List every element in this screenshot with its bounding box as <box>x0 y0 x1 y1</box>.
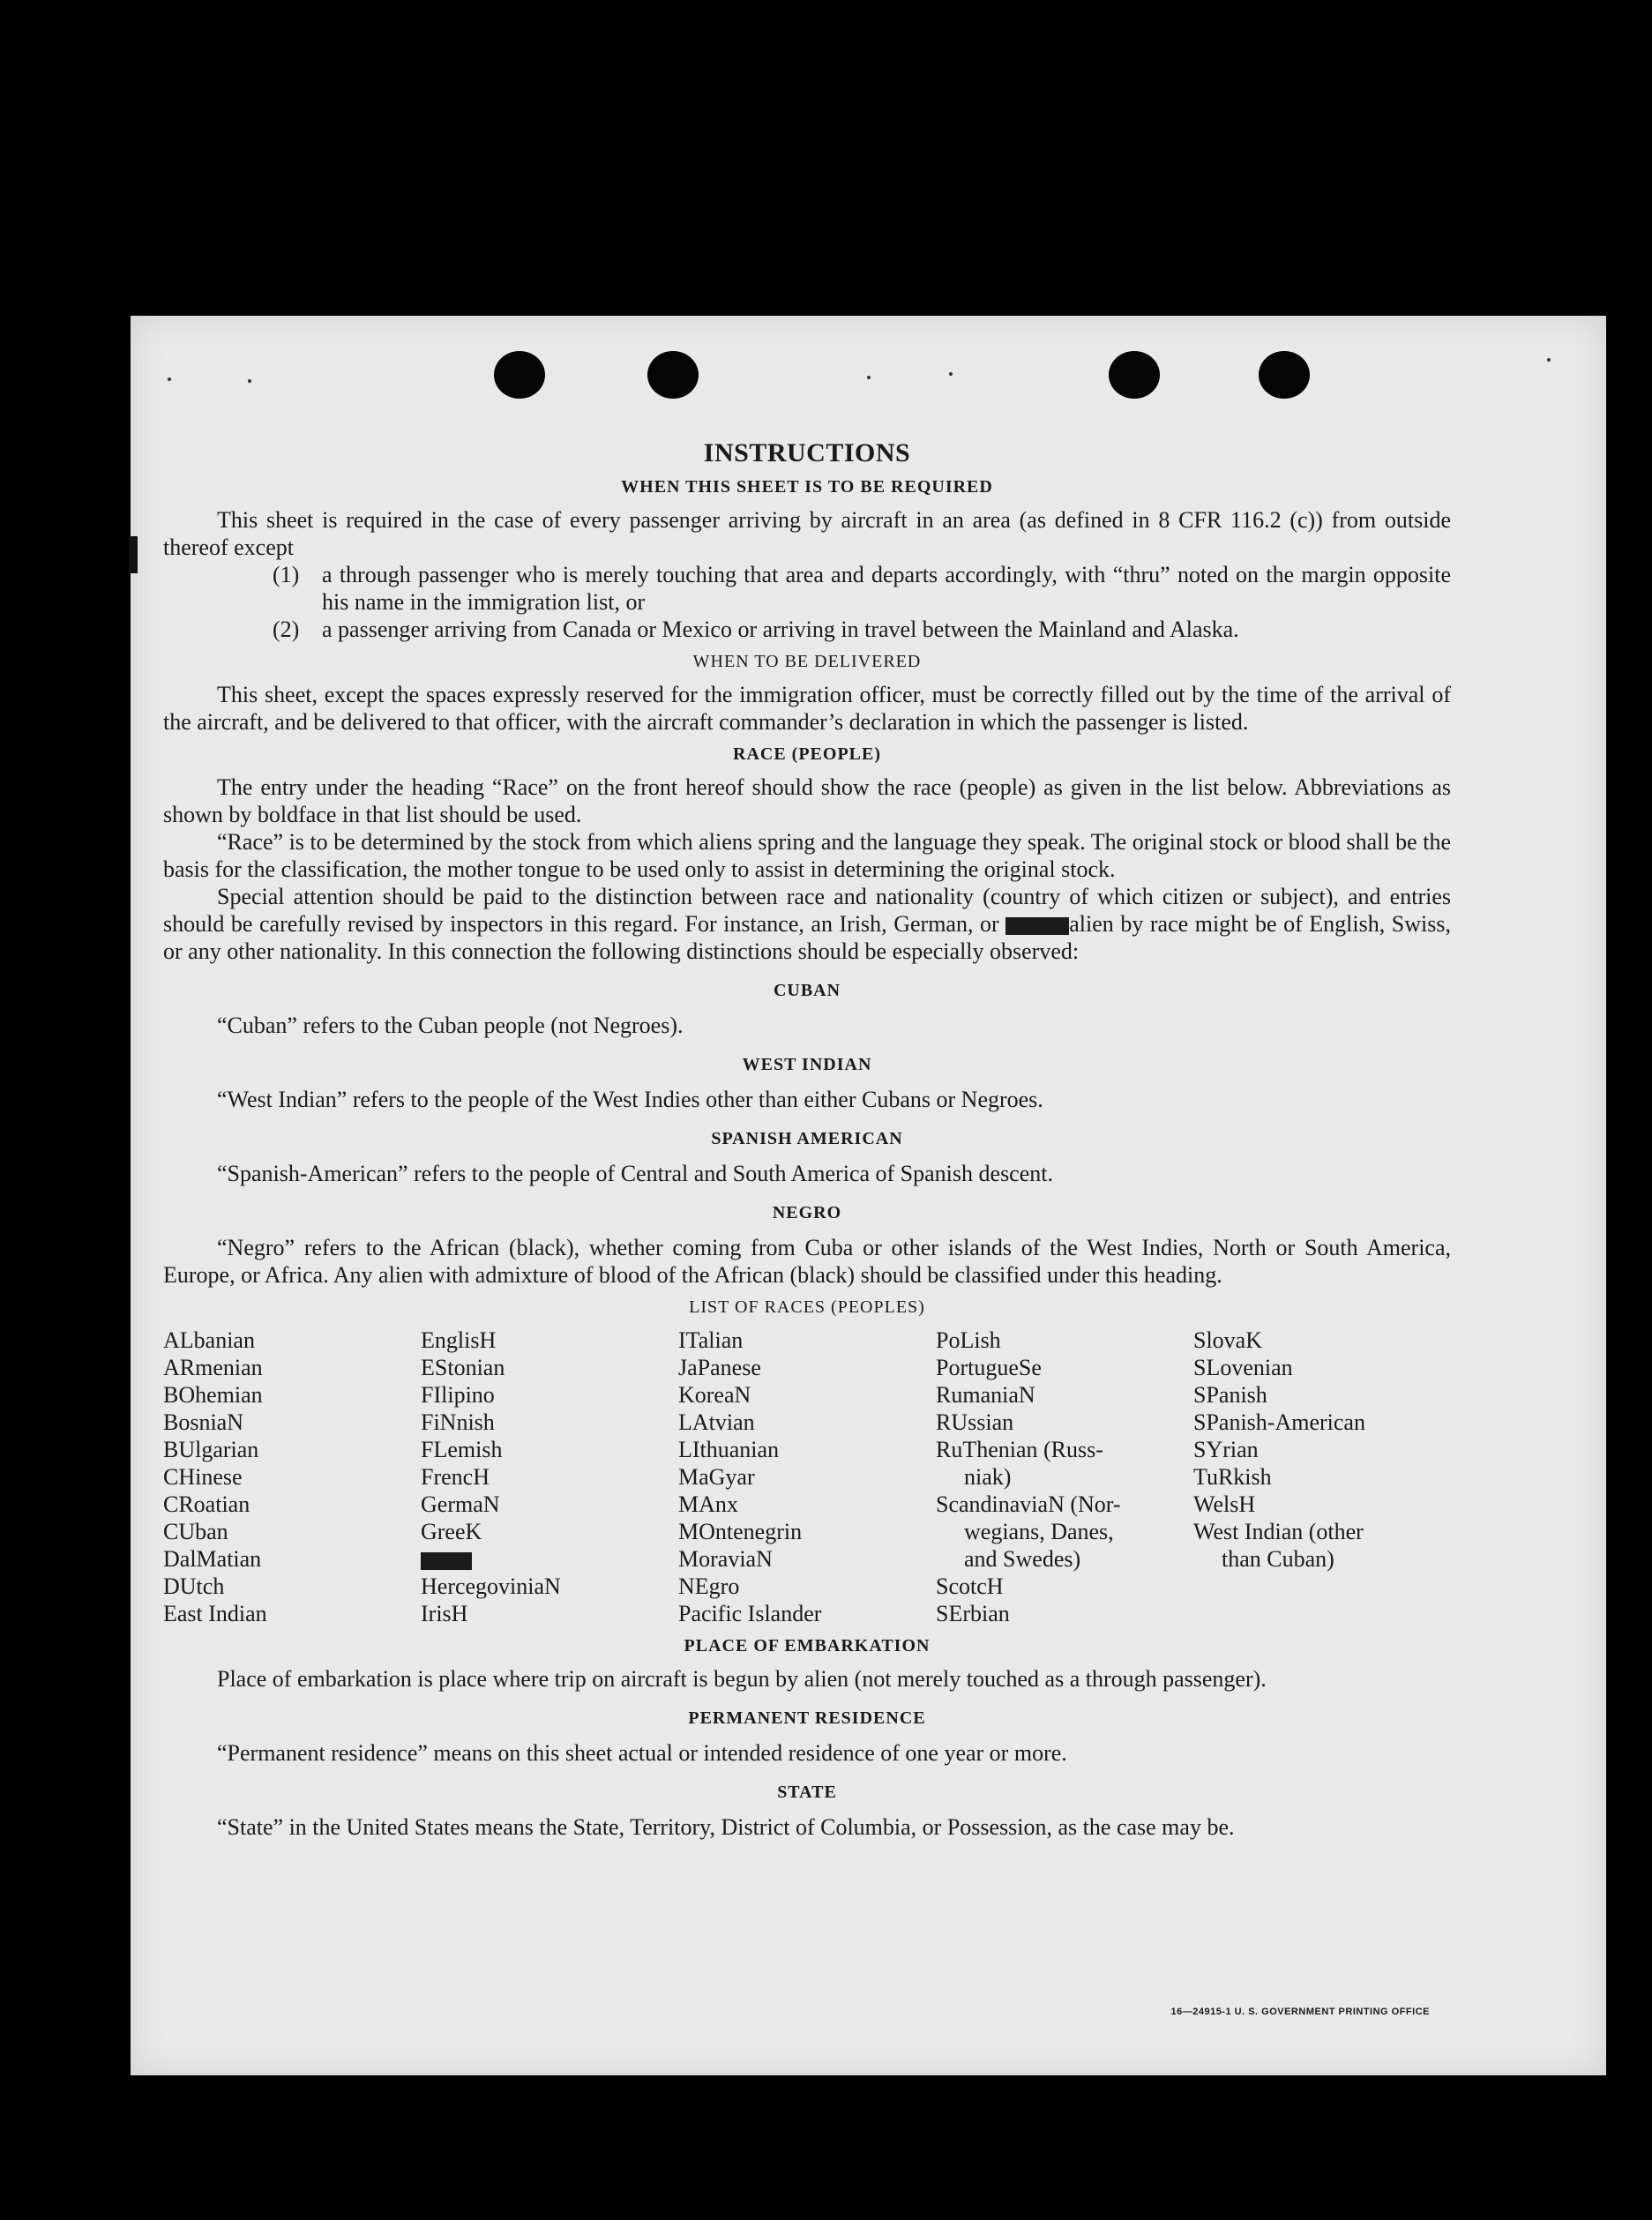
race-item: East Indian <box>163 1601 267 1626</box>
race-item: HercegoviniaN <box>421 1573 561 1599</box>
section-heading: LIST OF RACES (PEOPLES) <box>689 1297 925 1317</box>
paragraph: “Negro” refers to the African (black), whether coming from Cuba or other islands of the West Indies, North or South America, Europe, or Africa. Any alien with admixture of blood of the African (black) should be classified under this heading. <box>163 1235 1451 1288</box>
race-item: FLemish <box>421 1437 503 1462</box>
race-item: TuRkish <box>1193 1464 1272 1490</box>
paragraph: “West Indian” refers to the people of the West Indies other than either Cubans or Negroes. <box>217 1087 1043 1112</box>
section-heading: SPANISH AMERICAN <box>711 1129 903 1148</box>
paragraph: “Spanish-American” refers to the people of Central and South America of Spanish descent. <box>217 1161 1053 1186</box>
list-item <box>273 616 1451 643</box>
race-item: MAnx <box>678 1491 738 1517</box>
paragraph: “Permanent residence” means on this sheet actual or intended residence of one year or more. <box>217 1740 1067 1766</box>
race-item: SYrian <box>1193 1437 1259 1462</box>
section-heading: WHEN TO BE DELIVERED <box>692 652 922 671</box>
page-title: INSTRUCTIONS <box>703 438 911 467</box>
race-item: LAtvian <box>678 1409 755 1435</box>
races-list <box>163 1327 1451 1627</box>
speck <box>949 372 953 376</box>
paragraph-text: Special attention should be paid to the distinction between race and nationality (country of which citizen or subject), and entries should be carefully revised by inspectors in this regard. For instance, an Irish, German, or <box>163 884 1451 937</box>
race-item: WelsH <box>1193 1491 1256 1517</box>
race-item: KoreaN <box>678 1382 751 1408</box>
printer-imprint: 16—24915-1 U. S. GOVERNMENT PRINTING OFFICE <box>1170 2007 1430 2017</box>
race-item: SPanish <box>1193 1382 1267 1408</box>
race-item: Pacific Islander <box>678 1601 822 1626</box>
list-item <box>273 561 1451 616</box>
race-item: SErbian <box>936 1601 1010 1626</box>
race-item: IrisH <box>421 1601 468 1626</box>
races-column <box>163 1327 421 1627</box>
paragraph: This sheet is required in the case of every passenger arriving by aircraft in an area (as defined in 8 CFR 116.2 (c)) from outside thereof except <box>163 507 1451 560</box>
races-column <box>1193 1327 1451 1627</box>
redaction-mark <box>421 1552 472 1570</box>
race-item: EStonian <box>421 1355 505 1380</box>
paragraph: “State” in the United States means the State, Territory, District of Columbia, or Possession, as the case may be. <box>217 1814 1235 1840</box>
section-heading: PLACE OF EMBARKATION <box>684 1636 931 1656</box>
race-item: JaPanese <box>678 1355 761 1380</box>
race-item: BUlgarian <box>163 1437 259 1462</box>
race-item: BOhemian <box>163 1382 263 1408</box>
race-item: than Cuban) <box>1222 1546 1334 1572</box>
race-item: SlovaK <box>1193 1327 1262 1353</box>
section-heading: PERMANENT RESIDENCE <box>688 1708 926 1728</box>
punch-hole <box>1109 351 1160 399</box>
section-heading: RACE (PEOPLE) <box>733 744 881 764</box>
punch-hole <box>647 351 699 399</box>
race-item: EnglisH <box>421 1327 497 1353</box>
race-item: MoraviaN <box>678 1546 773 1572</box>
race-item: RuThenian (Russ- <box>936 1437 1103 1462</box>
race-item: DUtch <box>163 1573 225 1599</box>
paragraph-text: alien by race might be of English, Swiss, or any other nationality. In this connection the following distinctions should be especially observed: <box>163 911 1451 964</box>
race-item: ITalian <box>678 1327 744 1353</box>
staple-mark <box>129 536 138 573</box>
speck <box>1547 358 1551 362</box>
race-item: niak) <box>964 1464 1012 1490</box>
paragraph: The entry under the heading “Race” on the front hereof should show the race (people) as given in the list below. Abbreviations as shown by boldface in that list should be used. <box>163 774 1451 827</box>
section-heading: STATE <box>777 1783 837 1802</box>
section-heading: NEGRO <box>772 1203 842 1222</box>
race-item: ALbanian <box>163 1327 255 1353</box>
race-item: CRoatian <box>163 1491 250 1517</box>
race-item: MaGyar <box>678 1464 755 1490</box>
punch-hole <box>1259 351 1310 399</box>
races-column <box>678 1327 936 1627</box>
race-item: PortugueSe <box>936 1355 1042 1380</box>
race-item: SLovenian <box>1193 1355 1293 1380</box>
speck <box>168 377 171 381</box>
race-item: ScandinaviaN (Nor- <box>936 1491 1121 1517</box>
section-heading: WEST INDIAN <box>742 1055 872 1074</box>
race-item: DalMatian <box>163 1546 262 1572</box>
instructions-body <box>163 439 1451 1841</box>
race-item: LIthuanian <box>678 1437 780 1462</box>
race-item: BosniaN <box>163 1409 243 1435</box>
document-page <box>131 316 1606 2075</box>
race-item: GermaN <box>421 1491 500 1517</box>
race-item: CUban <box>163 1519 228 1544</box>
race-item: GreeK <box>421 1519 482 1544</box>
race-item: PoLish <box>936 1327 1001 1353</box>
section-heading: WHEN THIS SHEET IS TO BE REQUIRED <box>621 477 993 497</box>
race-item: FiNnish <box>421 1409 495 1435</box>
race-item: FrencH <box>421 1464 490 1490</box>
races-column <box>421 1327 678 1627</box>
race-item-redacted <box>421 1545 678 1573</box>
item-number: (2) <box>273 617 300 642</box>
race-item: NEgro <box>678 1573 740 1599</box>
race-item: CHinese <box>163 1464 243 1490</box>
race-item: ScotcH <box>936 1573 1004 1599</box>
race-item: ARmenian <box>163 1355 263 1380</box>
race-item: wegians, Danes, <box>964 1519 1114 1544</box>
race-item: West Indian (other <box>1193 1519 1364 1544</box>
item-number: (1) <box>273 562 300 587</box>
race-item: RumaniaN <box>936 1382 1035 1408</box>
paragraph: This sheet, except the spaces expressly reserved for the immigration officer, must be correctly filled out by the time of the arrival of the aircraft, and be delivered to that officer, with the aircraft commander’s declaration in which the passenger is listed. <box>163 682 1451 735</box>
section-heading: CUBAN <box>773 981 841 1000</box>
paragraph: Place of embarkation is place where trip on aircraft is begun by alien (not merely touched as a through passenger). <box>217 1666 1267 1692</box>
race-item: FIlipino <box>421 1382 495 1408</box>
paragraph <box>163 883 1451 965</box>
race-item: SPanish-American <box>1193 1409 1365 1435</box>
races-column <box>936 1327 1193 1627</box>
paragraph: “Race” is to be determined by the stock from which aliens spring and the language they speak. The original stock or blood shall be the basis for the classification, the mother tongue to be used only to assist in determining the original stock. <box>163 829 1451 882</box>
item-text: a through passenger who is merely touching that area and departs accordingly, with “thru” noted on the margin opposite his name in the immigration list, or <box>322 562 1451 615</box>
punch-hole <box>494 351 545 399</box>
redaction-mark <box>1005 917 1069 935</box>
paragraph: “Cuban” refers to the Cuban people (not Negroes). <box>217 1013 684 1038</box>
race-item: RUssian <box>936 1409 1014 1435</box>
speck <box>248 379 251 383</box>
race-item: and Swedes) <box>964 1546 1081 1572</box>
race-item: MOntenegrin <box>678 1519 803 1544</box>
item-text: a passenger arriving from Canada or Mexico or arriving in travel between the Mainland and Alaska. <box>322 617 1239 642</box>
speck <box>867 376 871 379</box>
